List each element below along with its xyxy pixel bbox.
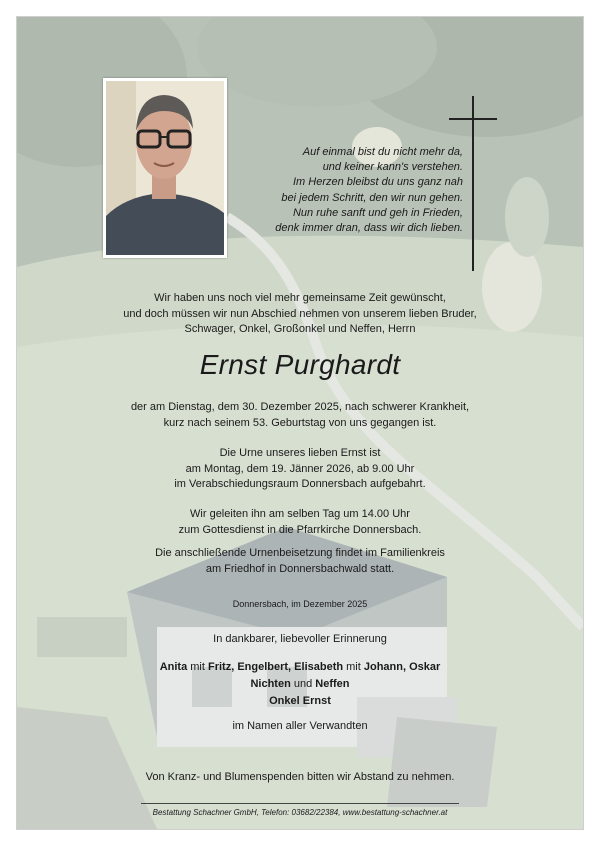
- family-name: Anita: [159, 661, 188, 673]
- poem-line: Im Herzen bleibst du uns ganz nah: [293, 176, 463, 189]
- place-date: Donnersbach, im Dezember 2025: [232, 599, 368, 609]
- family-name: Fritz, Engelbert, Elisabeth: [208, 661, 344, 673]
- intro-line: Wir haben uns noch viel mehr gemeinsame Zeit gewünscht,: [154, 292, 446, 304]
- death-notice: [17, 400, 583, 431]
- cross-icon-vertical: [472, 96, 474, 271]
- connector: mit: [346, 661, 361, 673]
- family-line-2: [17, 676, 583, 693]
- connector: mit: [190, 661, 205, 673]
- undertaker-footer: Bestattung Schachner GmbH, Telefon: 03682/22384, www.bestattung-schachner.at: [152, 808, 448, 817]
- family-name: Johann, Oskar: [363, 661, 441, 673]
- notice-line: der am Dienstag, dem 30. Dezember 2025, nach schwerer Krankheit,: [130, 401, 470, 413]
- burial-info: [17, 546, 583, 577]
- relatives-line: im Namen aller Verwandten: [232, 720, 368, 732]
- intro-text: [17, 291, 583, 338]
- poem: [203, 145, 463, 236]
- burial-line: am Friedhof in Donnersbachwald statt.: [205, 562, 395, 575]
- burial-line: Die anschließende Urnenbeisetzung findet im Familienkreis: [155, 547, 445, 559]
- poem-line: und keiner kann's verstehen.: [322, 161, 463, 174]
- family-name: Nichten: [250, 678, 291, 690]
- family-name: Neffen: [315, 678, 350, 690]
- intro-line: Schwager, Onkel, Großonkel und Neffen, Herrn: [184, 323, 416, 335]
- connector: und: [293, 678, 313, 690]
- footer-divider: [141, 803, 459, 804]
- service-line: zum Gottesdienst in die Pfarrkirche Donnersbach.: [178, 523, 422, 536]
- family-line-1: [17, 659, 583, 676]
- urn-info: [17, 446, 583, 493]
- urn-line: im Verabschiedungsraum Donnersbach aufgebahrt.: [174, 478, 426, 490]
- family-name: Onkel Ernst: [269, 695, 331, 707]
- poem-line: bei jedem Schritt, den wir nun gehen.: [281, 191, 463, 204]
- service-line: Wir geleiten ihn am selben Tag um 14.00 Uhr: [190, 508, 410, 520]
- notice-line: kurz nach seinem 53. Geburtstag von uns gegangen ist.: [163, 416, 437, 429]
- family-list: [17, 659, 583, 710]
- cross-icon-horizontal: [449, 118, 497, 120]
- service-info: [17, 507, 583, 538]
- poem-line: denk immer dran, dass wir dich lieben.: [275, 222, 463, 235]
- poem-line: Nun ruhe sanft und geh in Frieden,: [292, 206, 463, 219]
- notice-card: [16, 16, 584, 830]
- intro-line: und doch müssen wir nun Abschied nehmen von unserem lieben Bruder,: [123, 307, 477, 320]
- family-line-3: [17, 693, 583, 710]
- flower-request: Von Kranz- und Blumenspenden bitten wir Abstand zu nehmen.: [145, 771, 455, 783]
- urn-line: Die Urne unseres lieben Ernst ist: [219, 447, 381, 459]
- memory-line: In dankbarer, liebevoller Erinnerung: [213, 633, 387, 645]
- deceased-name: Ernst Purghardt: [199, 349, 401, 380]
- poem-line: Auf einmal bist du nicht mehr da,: [302, 146, 463, 158]
- urn-line: am Montag, dem 19. Jänner 2026, ab 9.00 Uhr: [185, 462, 415, 475]
